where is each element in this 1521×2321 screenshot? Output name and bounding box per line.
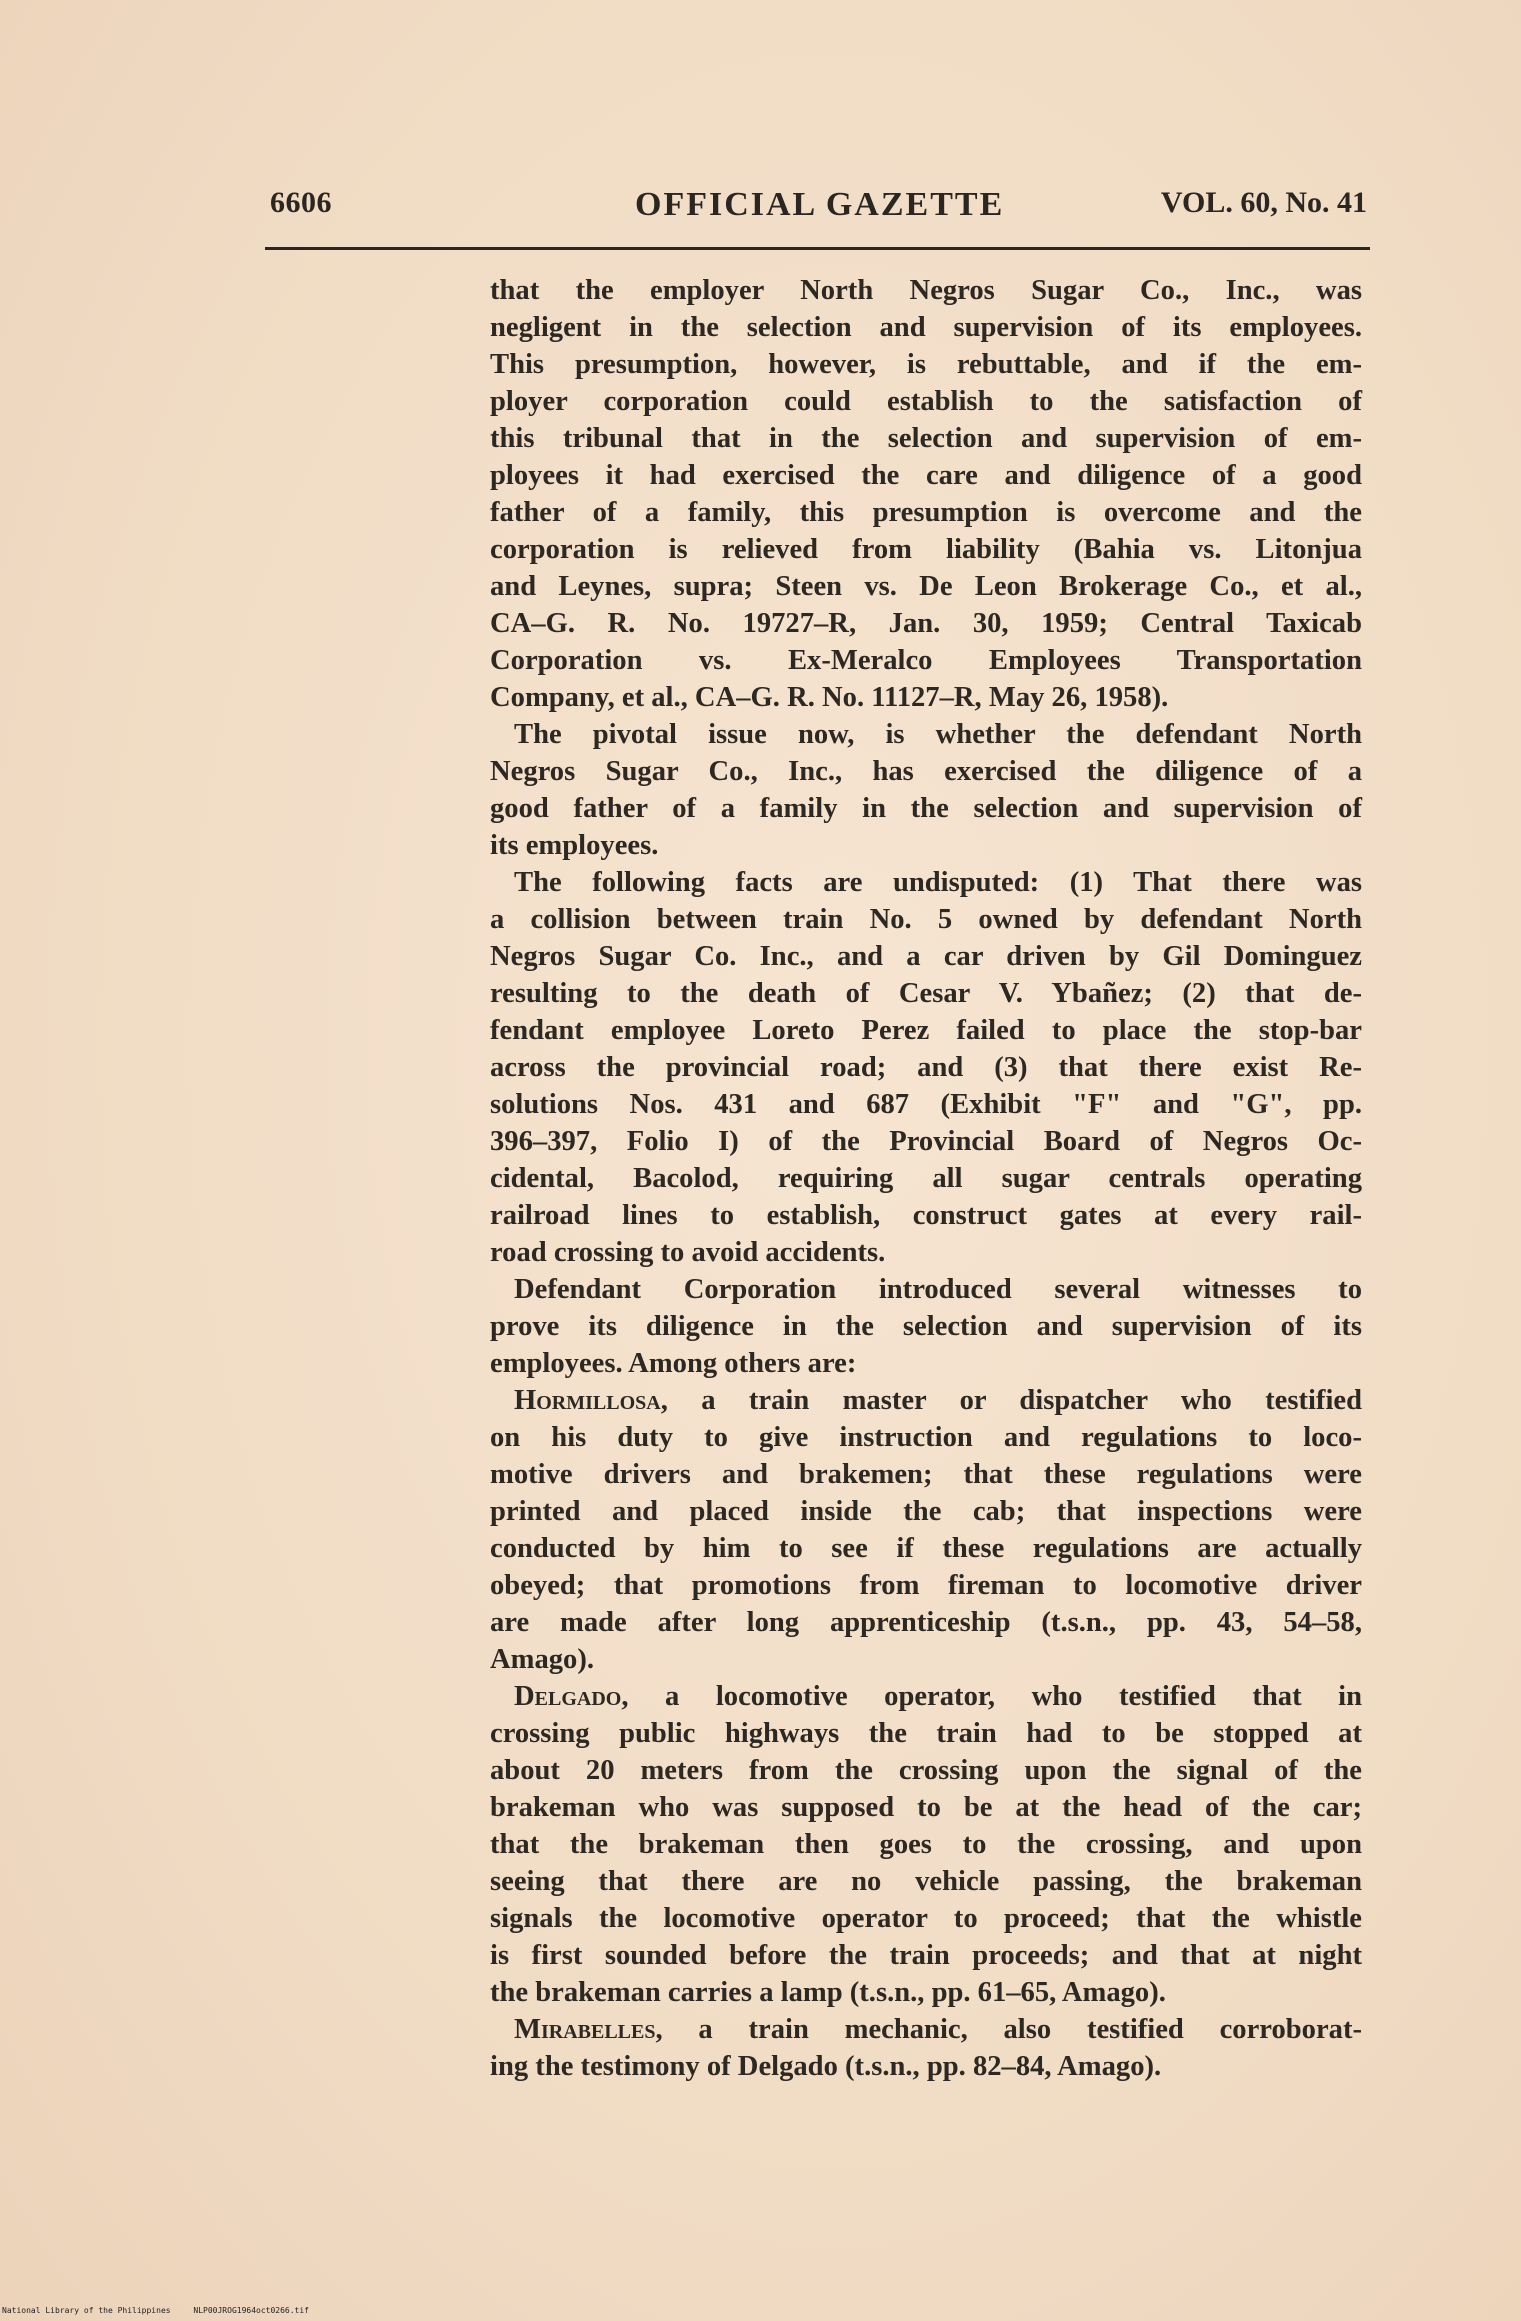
text-line: railroad lines to establish, construct gates at every rail- [490, 1200, 1362, 1231]
text-line: are made after long apprenticeship (t.s.n., pp. 43, 54–58, [490, 1607, 1362, 1638]
text-line: on his duty to give instruction and regulations to loco- [490, 1422, 1362, 1453]
text-line: cidental, Bacolod, requiring all sugar centrals operating [490, 1163, 1362, 1194]
text-line: negligent in the selection and supervision of its employees. [490, 312, 1362, 343]
header-rule [265, 247, 1370, 250]
paragraph-undisputed-facts [490, 864, 1362, 1271]
text-line: solutions Nos. 431 and 687 (Exhibit "F" and "G", pp. [490, 1089, 1362, 1120]
text-line: seeing that there are no vehicle passing, the brakeman [490, 1866, 1362, 1897]
page-header [270, 186, 1367, 236]
text-line: Negros Sugar Co. Inc., and a car driven by Gil Dominguez [490, 941, 1362, 972]
witness-name: Mirabelles [514, 2014, 656, 2045]
text-line: crossing public highways the train had to be stopped at [490, 1718, 1362, 1749]
text-line: ployer corporation could establish to the satisfaction of [490, 386, 1362, 417]
text-line: CA–G. R. No. 19727–R, Jan. 30, 1959; Central Taxicab [490, 608, 1362, 639]
text-line: across the provincial road; and (3) that there exist Re- [490, 1052, 1362, 1083]
text-line: good father of a family in the selection and supervision of [490, 793, 1362, 824]
text-line: The pivotal issue now, is whether the defendant North [514, 719, 1362, 750]
text-line: Hormillosa, a train master or dispatcher who testified [514, 1385, 1362, 1416]
witness-name: Delgado [514, 1681, 622, 1712]
text-line: father of a family, this presumption is overcome and the [490, 497, 1362, 528]
text-line: this tribunal that in the selection and supervision of em- [490, 423, 1362, 454]
text-line: 396–397, Folio I) of the Provincial Board of Negros Oc- [490, 1126, 1362, 1157]
text-line: Company, et al., CA–G. R. No. 11127–R, May 26, 1958). [490, 682, 1169, 713]
text-line: Defendant Corporation introduced several witnesses to [514, 1274, 1362, 1305]
text-line: about 20 meters from the crossing upon the signal of the [490, 1755, 1362, 1786]
text-line: that the employer North Negros Sugar Co., Inc., was [490, 275, 1362, 306]
text-line: corporation is relieved from liability (Bahia vs. Litonjua [490, 534, 1362, 565]
library-credit: National Library of the Philippines [2, 2306, 171, 2315]
text-line: the brakeman carries a lamp (t.s.n., pp. 61–65, Amago). [490, 1977, 1166, 2008]
volume-issue: VOL. 60, No. 41 [1160, 186, 1367, 219]
text-line: The following facts are undisputed: (1) That there was [514, 867, 1362, 898]
text-line: This presumption, however, is rebuttable, and if the em- [490, 349, 1362, 380]
witness-name: Hormillosa [514, 1385, 661, 1416]
text-line: Negros Sugar Co., Inc., has exercised the diligence of a [490, 756, 1362, 787]
body-text [490, 272, 1362, 2085]
text-line: ployees it had exercised the care and diligence of a good [490, 460, 1362, 491]
paragraph-mirabelles [490, 2011, 1362, 2085]
paragraph-witnesses [490, 1271, 1362, 1382]
text-line: a collision between train No. 5 owned by defendant North [490, 904, 1362, 935]
text-line: printed and placed inside the cab; that inspections were [490, 1496, 1362, 1527]
text-line: obeyed; that promotions from fireman to locomotive driver [490, 1570, 1362, 1601]
text-line: brakeman who was supposed to be at the head of the car; [490, 1792, 1362, 1823]
text-line: resulting to the death of Cesar V. Ybañez; (2) that de- [490, 978, 1362, 1009]
text-line: its employees. [490, 830, 659, 861]
text-line: Mirabelles, a train mechanic, also testified corroborat- [514, 2014, 1362, 2045]
paragraph-hormillosa [490, 1382, 1362, 1678]
paragraph-presumption [490, 272, 1362, 716]
text-line: Amago). [490, 1644, 595, 1675]
scan-filename: NLP00JROG1964oct0266.tif [193, 2306, 309, 2315]
text-line: Delgado, a locomotive operator, who testified that in [514, 1681, 1362, 1712]
text-line: Corporation vs. Ex-Meralco Employees Transportation [490, 645, 1362, 676]
page-number: 6606 [270, 186, 332, 219]
text-line: ing the testimony of Delgado (t.s.n., pp. 82–84, Amago). [490, 2051, 1162, 2082]
text-line: is first sounded before the train proceeds; and that at night [490, 1940, 1362, 1971]
text-line: signals the locomotive operator to proceed; that the whistle [490, 1903, 1362, 1934]
text-line: prove its diligence in the selection and supervision of its [490, 1311, 1362, 1342]
paragraph-pivotal-issue [490, 716, 1362, 864]
paragraph-delgado [490, 1678, 1362, 2011]
text-line: conducted by him to see if these regulations are actually [490, 1533, 1362, 1564]
text-line: that the brakeman then goes to the crossing, and upon [490, 1829, 1362, 1860]
publication-title: OFFICIAL GAZETTE [635, 186, 1005, 223]
text-line: fendant employee Loreto Perez failed to place the stop-bar [490, 1015, 1362, 1046]
text-line: and Leynes, supra; Steen vs. De Leon Brokerage Co., et al., [490, 571, 1362, 602]
scan-footer [2, 2306, 327, 2315]
text-line: motive drivers and brakemen; that these regulations were [490, 1459, 1362, 1490]
text-line: employees. Among others are: [490, 1348, 857, 1379]
text-line: road crossing to avoid accidents. [490, 1237, 886, 1268]
